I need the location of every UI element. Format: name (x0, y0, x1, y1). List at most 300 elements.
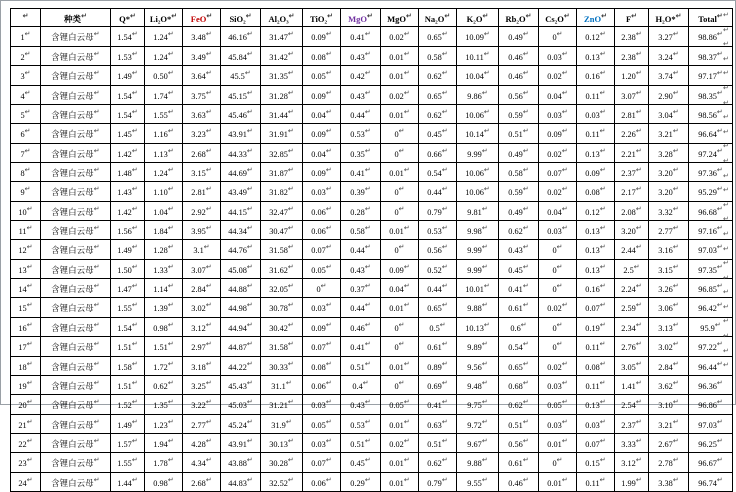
cell-species: 含锂白云母↵ (41, 143, 111, 162)
table-row (11, 85, 733, 104)
cell-value: 0.62↵ (419, 66, 457, 85)
cell-value: 0.15↵ (577, 453, 615, 472)
cell-value: 0.01↵ (381, 414, 419, 433)
cell-value: 3.07↵ (183, 259, 221, 278)
cell-value: 0.45↵ (499, 259, 539, 278)
cell-value: 10.11↵ (457, 46, 499, 65)
cell-value: 96.85↵ (689, 279, 733, 298)
cell-value: 43.91↵ (221, 433, 261, 452)
cell-value: 1.72↵ (145, 356, 183, 375)
cell-value: 2.68↵ (183, 472, 221, 491)
cell-value: 0.53↵ (341, 124, 381, 143)
table-row (11, 182, 733, 201)
paragraph-mark: ↵ (723, 69, 729, 78)
cell-value: 3.10↵ (649, 395, 689, 414)
cell-value: 3.02↵ (183, 298, 221, 317)
cell-value: 44.83↵ (221, 472, 261, 491)
cell-value: 30.13↵ (261, 433, 303, 452)
table-row (11, 279, 733, 298)
cell-species: 含锂白云母↵ (41, 298, 111, 317)
cell-value: 4.34↵ (183, 453, 221, 472)
cell-value: 1.49↵ (111, 240, 145, 259)
cell-value: 0.13↵ (577, 143, 615, 162)
cell-value: 3.32↵ (649, 201, 689, 220)
header-cell-index: ↵ (11, 9, 41, 27)
cell-value: 0.03↵ (303, 182, 341, 201)
cell-value: 0↵ (381, 201, 419, 220)
cell-value: 0.35↵ (341, 143, 381, 162)
cell-value: 0.11↵ (577, 85, 615, 104)
cell-value: 3.12↵ (183, 317, 221, 336)
cell-species: 含锂白云母↵ (41, 414, 111, 433)
cell-value: 0.62↵ (419, 104, 457, 123)
cell-value: 2.90↵ (649, 85, 689, 104)
cell-value: 0.01↵ (381, 356, 419, 375)
cell-value: 3.48↵ (183, 27, 221, 46)
cell-index: 4↵ (11, 85, 41, 104)
cell-value: 10.09↵ (457, 27, 499, 46)
cell-value: 45.15↵ (221, 85, 261, 104)
cell-value: 0.01↵ (381, 453, 419, 472)
cell-value: 0.54↵ (499, 337, 539, 356)
cell-value: 45.84↵ (221, 46, 261, 65)
cell-species: 含锂白云母↵ (41, 337, 111, 356)
cell-value: 3.18↵ (183, 356, 221, 375)
cell-value: 0.04↵ (539, 201, 577, 220)
cell-value: 2.34↵ (615, 317, 649, 336)
cell-value: 1.44↵ (111, 472, 145, 491)
cell-value: 0.06↵ (303, 221, 341, 240)
table-row (11, 414, 733, 433)
paragraph-mark: ↵ (723, 83, 729, 92)
cell-value: 2.77↵ (183, 414, 221, 433)
cell-value: 1.51↵ (145, 337, 183, 356)
paragraph-mark: ↵ (723, 332, 729, 341)
cell-value: 0.62↵ (499, 221, 539, 240)
cell-value: 0.09↵ (303, 27, 341, 46)
cell-value: 1.13↵ (145, 143, 183, 162)
cell-value: 0.08↵ (303, 356, 341, 375)
cell-value: 0.46↵ (341, 317, 381, 336)
cell-value: 45.24↵ (221, 414, 261, 433)
cell-value: 2.21↵ (615, 143, 649, 162)
cell-value: 10.13↵ (457, 317, 499, 336)
cell-value: 98.56↵ (689, 104, 733, 123)
cell-value: 3.21↵ (649, 414, 689, 433)
cell-value: 0.41↵ (341, 27, 381, 46)
table-row (11, 143, 733, 162)
cell-value: 0.89↵ (419, 356, 457, 375)
cell-value: 0.41↵ (419, 395, 457, 414)
cell-value: 1.14↵ (145, 279, 183, 298)
cell-value: 0.62↵ (499, 395, 539, 414)
cell-value: 0.13↵ (577, 221, 615, 240)
cell-value: 1.49↵ (111, 414, 145, 433)
cell-species: 含锂白云母↵ (41, 375, 111, 394)
cell-value: 10.01↵ (457, 279, 499, 298)
cell-index: 17↵ (11, 337, 41, 356)
cell-value: 0.56↵ (499, 85, 539, 104)
paragraph-mark: ↵ (723, 98, 729, 107)
cell-value: 3.07↵ (615, 85, 649, 104)
cell-value: 0↵ (539, 337, 577, 356)
cell-value: 3.49↵ (183, 46, 221, 65)
cell-species: 含锂白云母↵ (41, 27, 111, 46)
cell-value: 0↵ (539, 279, 577, 298)
cell-value: 0.09↵ (539, 124, 577, 143)
cell-value: 0.09↵ (303, 317, 341, 336)
cell-species: 含锂白云母↵ (41, 104, 111, 123)
cell-value: 0.66↵ (419, 143, 457, 162)
cell-species: 含锂白云母↵ (41, 162, 111, 181)
cell-value: 3.22↵ (183, 395, 221, 414)
header-cell-tio2: TiO₂↵ (303, 9, 341, 27)
table-row (11, 162, 733, 181)
cell-value: 2.37↵ (615, 414, 649, 433)
cell-value: 10.06↵ (457, 162, 499, 181)
cell-value: 1.16↵ (145, 124, 183, 143)
cell-value: 1.84↵ (145, 221, 183, 240)
header-cell-mgo-1: MgO↵ (341, 9, 381, 27)
cell-value: 3.04↵ (649, 104, 689, 123)
cell-value: 0.16↵ (577, 66, 615, 85)
cell-value: 0.04↵ (303, 104, 341, 123)
cell-value: 0↵ (381, 182, 419, 201)
cell-value: 1.53↵ (111, 46, 145, 65)
cell-value: 97.03↵ (689, 414, 733, 433)
cell-value: 0.28↵ (341, 201, 381, 220)
cell-index: 15↵ (11, 298, 41, 317)
cell-value: 44.88↵ (221, 279, 261, 298)
paragraph-mark-column (723, 8, 733, 373)
cell-value: 3.05↵ (615, 356, 649, 375)
cell-value: 0.62↵ (419, 453, 457, 472)
cell-species: 含锂白云母↵ (41, 85, 111, 104)
cell-value: 9.75↵ (457, 395, 499, 414)
cell-index: 14↵ (11, 279, 41, 298)
paragraph-mark: ↵ (723, 186, 729, 195)
cell-value: 0.08↵ (303, 46, 341, 65)
cell-index: 21↵ (11, 414, 41, 433)
paragraph-mark: ↵ (723, 11, 729, 19)
paragraph-mark: ↵ (723, 259, 729, 268)
cell-value: 9.88↵ (457, 453, 499, 472)
cell-value: 0.11↵ (577, 375, 615, 394)
cell-value: 0.65↵ (419, 85, 457, 104)
cell-value: 0.09↵ (577, 162, 615, 181)
cell-value: 0.03↵ (303, 298, 341, 317)
table-row (11, 201, 733, 220)
cell-value: 30.78↵ (261, 298, 303, 317)
cell-species: 含锂白云母↵ (41, 356, 111, 375)
cell-value: 1.42↵ (111, 201, 145, 220)
cell-value: 0↵ (539, 240, 577, 259)
cell-value: 1.24↵ (145, 46, 183, 65)
cell-value: 0.01↵ (381, 66, 419, 85)
cell-value: 0.44↵ (341, 240, 381, 259)
cell-value: 0.44↵ (419, 182, 457, 201)
cell-species: 含锂白云母↵ (41, 240, 111, 259)
cell-value: 0.58↵ (499, 162, 539, 181)
cell-value: 1.51↵ (111, 375, 145, 394)
table-body (11, 27, 733, 492)
cell-value: 0.79↵ (419, 201, 457, 220)
cell-value: 1.94↵ (145, 433, 183, 452)
cell-value: 0.56↵ (419, 240, 457, 259)
cell-value: 1.41↵ (615, 375, 649, 394)
cell-index: 2↵ (11, 46, 41, 65)
cell-species: 含锂白云母↵ (41, 201, 111, 220)
cell-value: 1.48↵ (111, 162, 145, 181)
cell-index: 1↵ (11, 27, 41, 46)
cell-value: 3.62↵ (649, 375, 689, 394)
cell-value: 3.63↵ (183, 104, 221, 123)
table-row (11, 66, 733, 85)
header-cell-feo: FeO↵ (183, 9, 221, 27)
cell-value: 3.02↵ (649, 337, 689, 356)
cell-value: 10.06↵ (457, 182, 499, 201)
cell-value: 0.63↵ (419, 414, 457, 433)
cell-value: 0.06↵ (303, 375, 341, 394)
cell-value: 1.20↵ (615, 66, 649, 85)
cell-value: 43.49↵ (221, 182, 261, 201)
table-row (11, 317, 733, 336)
table-row (11, 298, 733, 317)
cell-value: 44.22↵ (221, 356, 261, 375)
cell-value: 3.16↵ (649, 240, 689, 259)
paragraph-mark: ↵ (723, 40, 729, 49)
cell-value: 3.26↵ (649, 279, 689, 298)
cell-value: 2.08↵ (615, 201, 649, 220)
cell-value: 3.27↵ (649, 27, 689, 46)
cell-value: 98.35↵ (689, 85, 733, 104)
cell-value: 31.62↵ (261, 259, 303, 278)
cell-value: 1.43↵ (111, 182, 145, 201)
cell-value: 1.55↵ (145, 104, 183, 123)
cell-value: 96.25↵ (689, 433, 733, 452)
cell-value: 0.51↵ (341, 433, 381, 452)
cell-value: 0.03↵ (539, 104, 577, 123)
cell-value: 0.44↵ (419, 279, 457, 298)
header-cell-species: 种类↵ (41, 9, 111, 27)
cell-value: 4.28↵ (183, 433, 221, 452)
cell-value: 95.29↵ (689, 182, 733, 201)
cell-value: 3.28↵ (649, 143, 689, 162)
paragraph-mark: ↵ (723, 317, 729, 326)
cell-value: 3.20↵ (649, 162, 689, 181)
cell-value: 45.03↵ (221, 395, 261, 414)
cell-value: 1.28↵ (145, 240, 183, 259)
table-row (11, 337, 733, 356)
table-row (11, 240, 733, 259)
cell-value: 2.81↵ (615, 104, 649, 123)
paragraph-mark: ↵ (723, 25, 729, 34)
cell-value: 0.13↵ (577, 46, 615, 65)
cell-value: 1.47↵ (111, 279, 145, 298)
cell-value: 2.44↵ (615, 240, 649, 259)
cell-value: 2.76↵ (615, 337, 649, 356)
cell-value: 3.25↵ (183, 375, 221, 394)
cell-value: 0.98↵ (145, 472, 183, 491)
cell-value: 0.08↵ (577, 356, 615, 375)
cell-value: 1.57↵ (111, 433, 145, 452)
cell-value: 1.33↵ (145, 259, 183, 278)
cell-value: 0.41↵ (499, 279, 539, 298)
cell-value: 1.54↵ (111, 317, 145, 336)
cell-value: 30.28↵ (261, 453, 303, 472)
cell-value: 3.64↵ (183, 66, 221, 85)
cell-value: 1.04↵ (145, 201, 183, 220)
cell-value: 96.74↵ (689, 472, 733, 491)
paragraph-mark: ↵ (723, 142, 729, 151)
header-cell-li2o: Li₂O*↵ (145, 9, 183, 27)
paragraph-mark: ↵ (723, 156, 729, 165)
cell-value: 0.44↵ (341, 298, 381, 317)
cell-value: 0.59↵ (499, 182, 539, 201)
cell-value: 0.09↵ (303, 85, 341, 104)
cell-value: 0.65↵ (419, 27, 457, 46)
cell-value: 44.76↵ (221, 240, 261, 259)
cell-value: 0↵ (539, 317, 577, 336)
cell-value: 1.10↵ (145, 182, 183, 201)
cell-value: 0.43↵ (499, 240, 539, 259)
cell-value: 43.88↵ (221, 453, 261, 472)
cell-value: 10.06↵ (457, 104, 499, 123)
cell-value: 0.09↵ (303, 162, 341, 181)
cell-value: 1.49↵ (111, 66, 145, 85)
cell-value: 0.07↵ (303, 240, 341, 259)
cell-value: 0.53↵ (341, 414, 381, 433)
cell-value: 0↵ (381, 317, 419, 336)
cell-value: 0.03↵ (303, 433, 341, 452)
header-cell-mgo-2: MgO↵ (381, 9, 419, 27)
cell-value: 0.13↵ (577, 395, 615, 414)
cell-value: 0.05↵ (303, 414, 341, 433)
cell-value: 9.86↵ (457, 85, 499, 104)
table-row (11, 221, 733, 240)
cell-value: 1.24↵ (145, 162, 183, 181)
cell-value: 9.99↵ (457, 143, 499, 162)
cell-index: 20↵ (11, 395, 41, 414)
cell-value: 98.86↵ (689, 27, 733, 46)
cell-value: 0.51↵ (341, 356, 381, 375)
data-table-container (10, 8, 723, 488)
cell-value: 1.35↵ (145, 395, 183, 414)
cell-value: 0.09↵ (303, 124, 341, 143)
paragraph-mark: ↵ (723, 361, 729, 370)
cell-index: 23↵ (11, 453, 41, 472)
cell-species: 含锂白云母↵ (41, 453, 111, 472)
cell-value: 0.69↵ (419, 375, 457, 394)
cell-value: 9.99↵ (457, 259, 499, 278)
cell-value: 0.07↵ (539, 162, 577, 181)
cell-value: 2.38↵ (615, 27, 649, 46)
cell-species: 含锂白云母↵ (41, 259, 111, 278)
cell-species: 含锂白云母↵ (41, 472, 111, 491)
cell-value: 9.81↵ (457, 201, 499, 220)
cell-value: 0.04↵ (539, 85, 577, 104)
cell-value: 10.14↵ (457, 124, 499, 143)
cell-value: 0↵ (381, 124, 419, 143)
cell-value: 44.98↵ (221, 298, 261, 317)
paragraph-mark: ↵ (723, 244, 729, 253)
header-cell-al2o3: Al₂O₃↵ (261, 9, 303, 27)
cell-value: 2.92↵ (183, 201, 221, 220)
cell-value: 31.21↵ (261, 395, 303, 414)
cell-value: 0.09↵ (381, 259, 419, 278)
cell-value: 1.52↵ (111, 395, 145, 414)
cell-value: 30.33↵ (261, 356, 303, 375)
cell-value: 3.21↵ (649, 124, 689, 143)
cell-value: 1.78↵ (145, 453, 183, 472)
cell-value: 2.78↵ (649, 453, 689, 472)
cell-value: 9.48↵ (457, 375, 499, 394)
cell-species: 含锂白云母↵ (41, 433, 111, 452)
table-row (11, 124, 733, 143)
header-cell-k2o: K₂O↵ (457, 9, 499, 27)
cell-value: 0.12↵ (577, 201, 615, 220)
cell-value: 0.11↵ (577, 124, 615, 143)
cell-value: 44.33↵ (221, 143, 261, 162)
cell-value: 0.45↵ (419, 124, 457, 143)
cell-value: 97.17↵ (689, 66, 733, 85)
cell-value: 2.77↵ (649, 221, 689, 240)
cell-value: 0.02↵ (381, 433, 419, 452)
cell-value: 96.42↵ (689, 298, 733, 317)
cell-index: 9↵ (11, 182, 41, 201)
cell-value: 3.38↵ (649, 472, 689, 491)
cell-value: 31.58↵ (261, 337, 303, 356)
paragraph-mark: ↵ (723, 171, 729, 180)
cell-value: 0.58↵ (341, 221, 381, 240)
cell-value: 9.67↵ (457, 433, 499, 452)
cell-value: 0.02↵ (539, 182, 577, 201)
cell-value: 32.05↵ (261, 279, 303, 298)
cell-index: 12↵ (11, 240, 41, 259)
cell-value: 2.38↵ (615, 46, 649, 65)
table-row (11, 453, 733, 472)
cell-value: 97.03↵ (689, 240, 733, 259)
cell-value: 2.24↵ (615, 279, 649, 298)
cell-value: 2.68↵ (183, 143, 221, 162)
cell-value: 0.68↵ (499, 375, 539, 394)
cell-value: 0.49↵ (499, 201, 539, 220)
cell-value: 96.68↵ (689, 201, 733, 220)
table-row (11, 395, 733, 414)
cell-value: 0.03↵ (539, 414, 577, 433)
table-row (11, 104, 733, 123)
cell-value: 1.23↵ (145, 414, 183, 433)
cell-value: 31.87↵ (261, 162, 303, 181)
cell-value: 0.04↵ (381, 279, 419, 298)
cell-value: 31.1↵ (261, 375, 303, 394)
cell-value: 0.29↵ (341, 472, 381, 491)
mica-composition-table (10, 8, 733, 492)
cell-value: 46.16↵ (221, 27, 261, 46)
cell-value: 0↵ (381, 240, 419, 259)
cell-value: 0.01↵ (539, 472, 577, 491)
cell-value: 1.55↵ (111, 298, 145, 317)
cell-value: 0.03↵ (577, 104, 615, 123)
cell-value: 0.65↵ (499, 356, 539, 375)
cell-species: 含锂白云母↵ (41, 66, 111, 85)
table-row (11, 356, 733, 375)
cell-value: 3.1↵ (183, 240, 221, 259)
cell-value: 2.37↵ (615, 162, 649, 181)
cell-value: 0.01↵ (539, 433, 577, 452)
paragraph-mark: ↵ (723, 54, 729, 63)
cell-value: 0.61↵ (499, 453, 539, 472)
